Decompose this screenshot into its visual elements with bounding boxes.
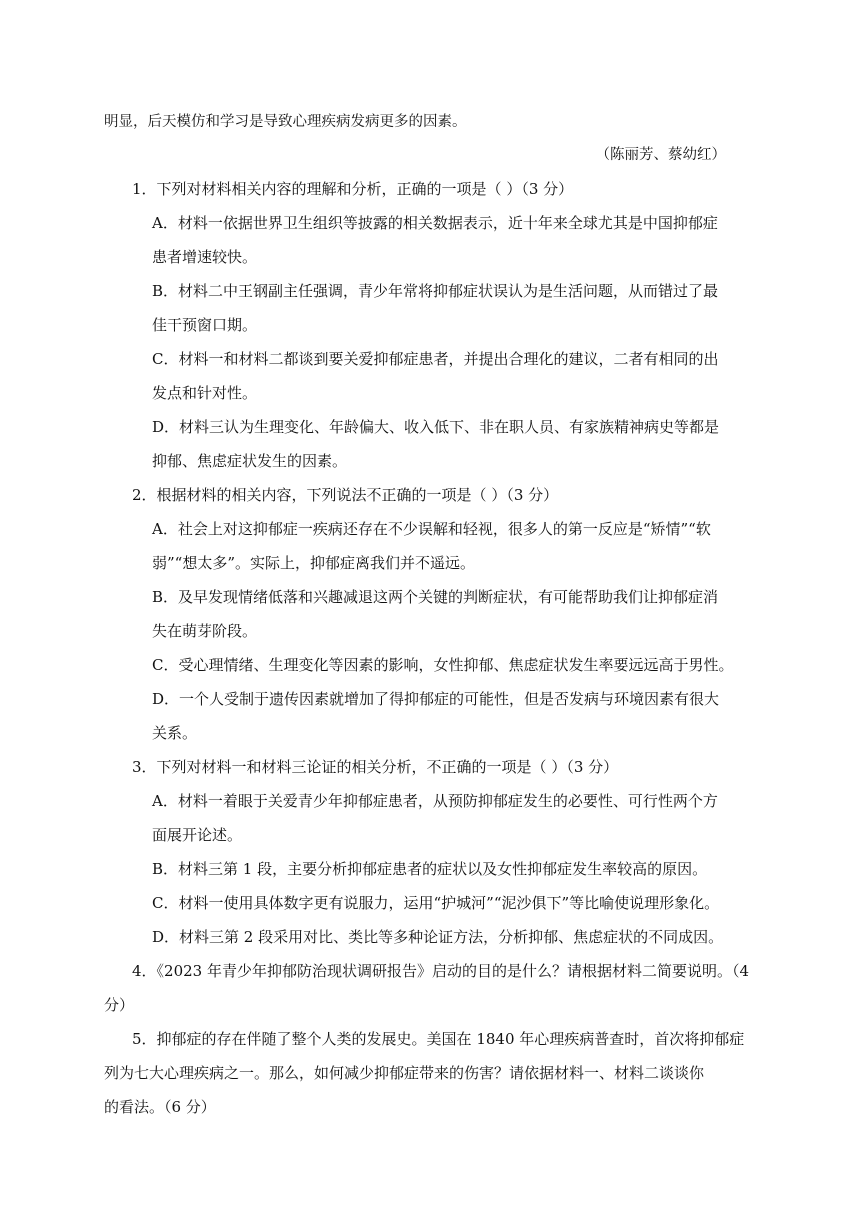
question-5-line3: 的看法。（6 分） xyxy=(104,1098,216,1116)
q2-option-d-line2: 关系。 xyxy=(152,724,198,742)
question-1-stem: 1．下列对材料相关内容的理解和分析，正确的一项是（ ）（3 分） xyxy=(132,180,574,198)
q1-option-c-line2: 发点和针对性。 xyxy=(152,384,258,402)
question-2-stem: 2．根据材料的相关内容，下列说法不正确的一项是（ ）（3 分） xyxy=(132,486,559,504)
q1-option-d-line1: D．材料三认为生理变化、年龄偏大、收入低下、非在职人员、有家族精神病史等都是 xyxy=(152,418,720,436)
q2-option-b-line1: B．及早发现情绪低落和兴趣减退这两个关键的判断症状，有可能帮助我们让抑郁症消 xyxy=(152,588,719,606)
q3-option-c-line1: C．材料一使用具体数字更有说服力，运用“护城河”“泥沙俱下”等比喻使说理形象化。 xyxy=(152,894,720,912)
q3-option-a-line1: A．材料一着眼于关爱青少年抑郁症患者，从预防抑郁症发生的必要性、可行性两个方 xyxy=(152,792,718,810)
question-5-line2: 列为七大心理疾病之一。那么，如何减少抑郁症带来的伤害？请依据材料一、材料二谈谈你 xyxy=(104,1064,705,1082)
q3-option-b-line1: B．材料三第 1 段，主要分析抑郁症患者的症状以及女性抑郁症发生率较高的原因。 xyxy=(152,860,708,878)
q2-option-d-line1: D．一个人受制于遗传因素就增加了得抑郁症的可能性，但是否发病与环境因素有很大 xyxy=(152,690,720,708)
q1-option-b-line1: B．材料二中王钢副主任强调，青少年常将抑郁症状误认为是生活问题，从而错过了最 xyxy=(152,282,719,300)
question-5-line1: 5．抑郁症的存在伴随了整个人类的发展史。美国在 1840 年心理疾病普查时，首次将抑郁症 xyxy=(132,1030,745,1048)
q3-option-a-line2: 面展开论述。 xyxy=(152,826,243,844)
question-4-line1: 4．《2023 年青少年抑郁防治现状调研报告》启动的目的是什么？请根据材料二简要说明。（4 xyxy=(132,962,750,980)
q2-option-a-line1: A．社会上对这抑郁症一疾病还存在不少误解和轻视，很多人的第一反应是“矫情”“软 xyxy=(152,520,711,538)
intro-line: 明显，后天模仿和学习是导致心理疾病发病更多的因素。 xyxy=(104,114,467,130)
q1-option-d-line2: 抑郁、焦虑症状发生的因素。 xyxy=(152,452,348,470)
q2-option-b-line2: 失在萌芽阶段。 xyxy=(152,622,258,640)
q3-option-d-line1: D．材料三第 2 段采用对比、类比等多种论证方法，分析抑郁、焦虑症状的不同成因。 xyxy=(152,928,724,946)
question-3-stem: 3．下列对材料一和材料三论证的相关分析，不正确的一项是（ ）（3 分） xyxy=(132,758,619,776)
q1-option-a-line2: 患者增速较快。 xyxy=(152,248,258,266)
source-attribution: （陈丽芳、蔡幼红） xyxy=(595,147,726,163)
q1-option-c-line1: C．材料一和材料二都谈到要关爱抑郁症患者，并提出合理化的建议，二者有相同的出 xyxy=(152,350,719,368)
question-4-line2: 分） xyxy=(104,996,135,1014)
q1-option-a-line1: A．材料一依据世界卫生组织等披露的相关数据表示，近十年来全球尤其是中国抑郁症 xyxy=(152,214,718,232)
q2-option-c-line1: C．受心理情绪、生理变化等因素的影响，女性抑郁、焦虑症状发生率要远远高于男性。 xyxy=(152,656,734,674)
q2-option-a-line2: 弱”“想太多”。实际上，抑郁症离我们并不遥远。 xyxy=(152,554,476,572)
q1-option-b-line2: 佳干预窗口期。 xyxy=(152,316,258,334)
